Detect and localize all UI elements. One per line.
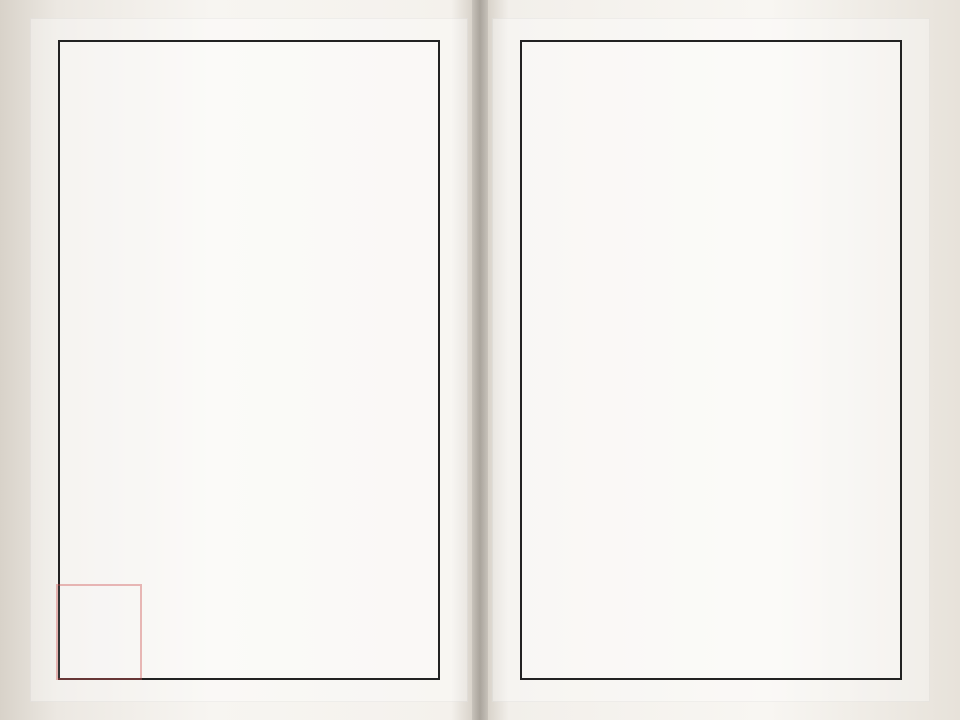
- left-page-text: [74, 52, 424, 668]
- left-page: [30, 18, 468, 702]
- left-page-frame: [58, 40, 440, 680]
- book-gutter: [472, 0, 488, 720]
- right-page-frame: [520, 40, 902, 680]
- right-page: [492, 18, 930, 702]
- right-page-text: [536, 52, 886, 668]
